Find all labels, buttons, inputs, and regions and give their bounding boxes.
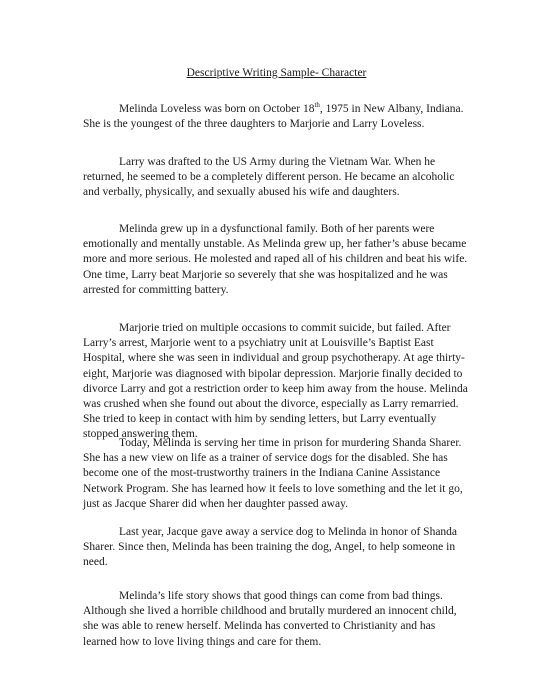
paragraph-2-text: Larry was drafted to the US Army during the Vietnam War. When he returned, he seemed to be a completely different person. He became an alcoholic and verbally, physically, and sexually abused his wife and daughters. (83, 156, 455, 199)
paragraph-6 (83, 525, 468, 571)
paragraph-1 (83, 102, 468, 132)
paragraph-2 (83, 155, 468, 201)
paragraph-5-text: Today, Melinda is serving her time in prison for murdering Shanda Sharer. She has a new view on life as a trainer of service dogs for the disabled. She has become one of the most-trustworthy trainers in the Indiana Canine Assistance Network Program. She has learned how it feels to love something and the let it go, just as Jacque Sharer did when her daughter passed away. (83, 437, 463, 510)
paragraph-4-text: Marjorie tried on multiple occasions to commit suicide, but failed. After Larry’s arrest, Marjorie went to a psychiatry unit at Louisville’s Baptist East Hospital, where she was seen in individual and group psychotherapy. At age thirty-eight, Marjorie was diagnosed with bipolar depression. Marjorie finally decided to divorce Larry and got a restriction order to keep him away from the house. Melinda was crushed when she found out about the divorce, especially as Larry remarried. She tried to keep in contact with him by sending letters, but Larry eventually stopped answering them. (83, 322, 468, 441)
paragraph-4 (83, 321, 468, 443)
paragraph-7-text: Melinda’s life story shows that good things can come from bad things. Although she lived a horrible childhood and brutally murdered an innocent child, she was able to renew herself. Melinda has converted to Christianity and has learned how to love living things and care for them. (83, 590, 457, 648)
paragraph-1-superscript: th (314, 101, 320, 110)
document-title: Descriptive Writing Sample- Character (186, 67, 367, 79)
paragraph-5 (83, 436, 468, 512)
paragraph-1-text-after: , 1975 in New Albany, Indiana. She is the youngest of the three daughters to Marjorie and Larry Loveless. (83, 103, 464, 131)
paragraph-3 (83, 222, 468, 298)
paragraph-1-text-before: Melinda Loveless was born on October 18 (119, 103, 315, 115)
paragraph-6-text: Last year, Jacque gave away a service dog to Melinda in honor of Shanda Sharer. Since then, Melinda has been training the dog, Angel, to help someone in need. (83, 526, 458, 569)
paragraph-7 (83, 589, 468, 650)
paragraph-3-text: Melinda grew up in a dysfunctional family. Both of her parents were emotionally and mentally unstable. As Melinda grew up, her father’s abuse became more and more serious. He molested and raped all of his children and beat his wife. One time, Larry beat Marjorie so severely that she was hospitalized and he was arrested for committing battery. (83, 223, 468, 296)
